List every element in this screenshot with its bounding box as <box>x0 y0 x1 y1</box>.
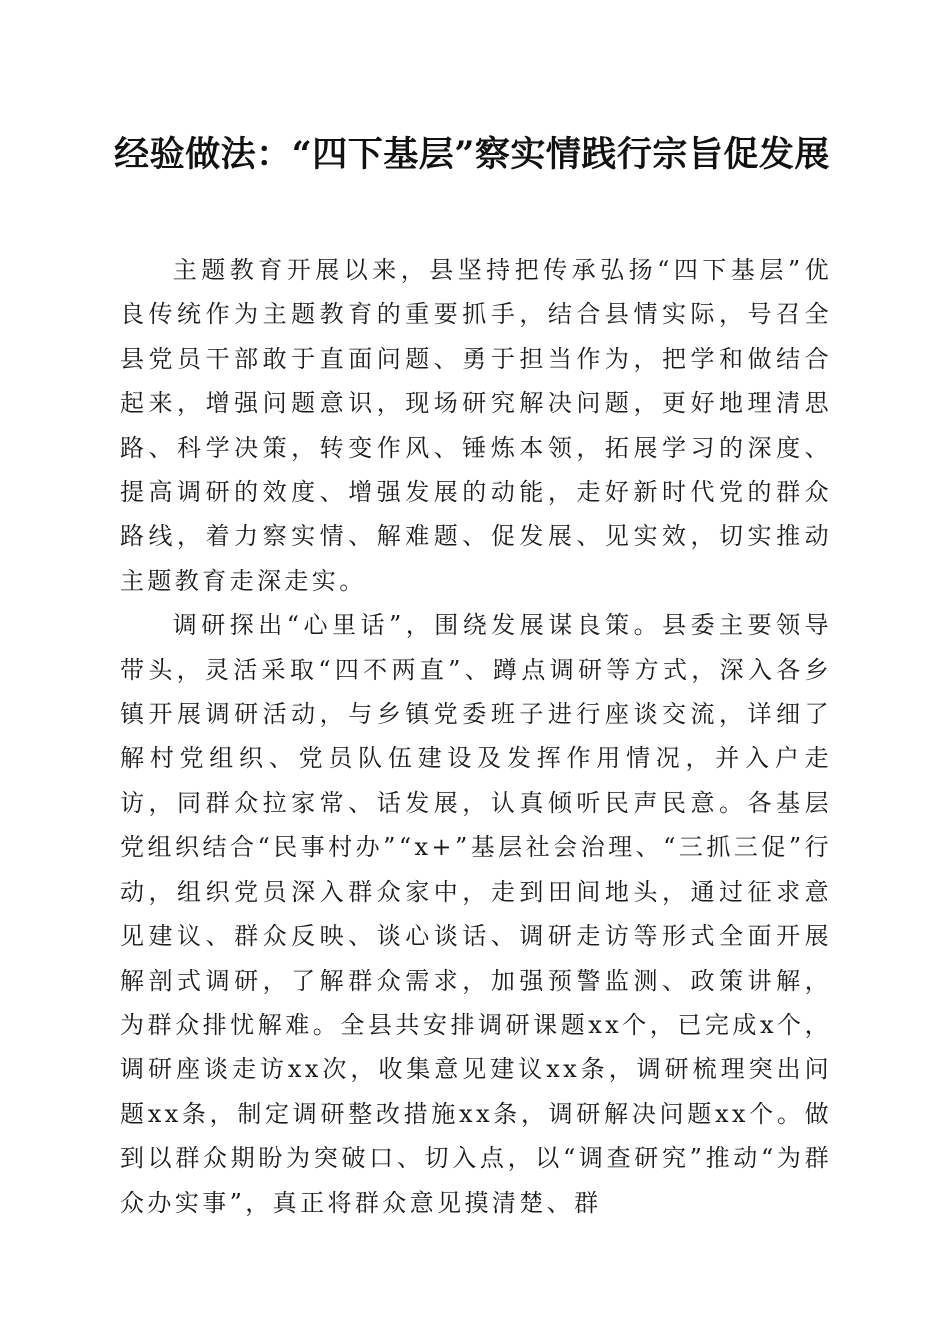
document-body <box>120 248 832 1225</box>
paragraph-intro: 主题教育开展以来，县坚持把传承弘扬“四下基层”优良传统作为主题教育的重要抓手，结合县情实际，号召全县党员干部敢于直面问题、勇于担当作为，把学和做结合起来，增强问题意识，现场研究解决问题，更好地理清思路、科学决策，转变作风、锤炼本领，拓展学习的深度、提高调研的效度、增强发展的动能，走好新时代党的群众路线，着力察实情、解难题、促发展、见实效，切实推动主题教育走深走实。 <box>120 256 832 595</box>
document-title: 经验做法：“四下基层”察实情践行宗旨促发展 <box>114 134 830 175</box>
paragraph-research: 调研探出“心里话”，围绕发展谋良策。县委主要领导带头，灵活采取“四不两直”、蹲点调研等方式，深入各乡镇开展调研活动，与乡镇党委班子进行座谈交流，详细了解村党组织、党员队伍建设及发挥作用情况，并入户走访，同群众拉家常、话发展，认真倾听民声民意。各基层党组织结合“民事村办”“x+”基层社会治理、“三抓三促”行动，组织党员深入群众家中，走到田间地头，通过征求意见建议、群众反映、谈心谈话、调研走访等形式全面开展解剖式调研，了解群众需求，加强预警监测、政策讲解，为群众排忧解难。全县共安排调研课题xx个，已完成x个，调研座谈走访xx次，收集意见建议xx条，调研梳理突出问题xx条，制定调研整改措施xx条，调研解决问题xx个。做到以群众期盼为突破口、切入点，以“调查研究”推动“为群众办实事”，真正将群众意见摸清楚、群 <box>120 611 832 1217</box>
